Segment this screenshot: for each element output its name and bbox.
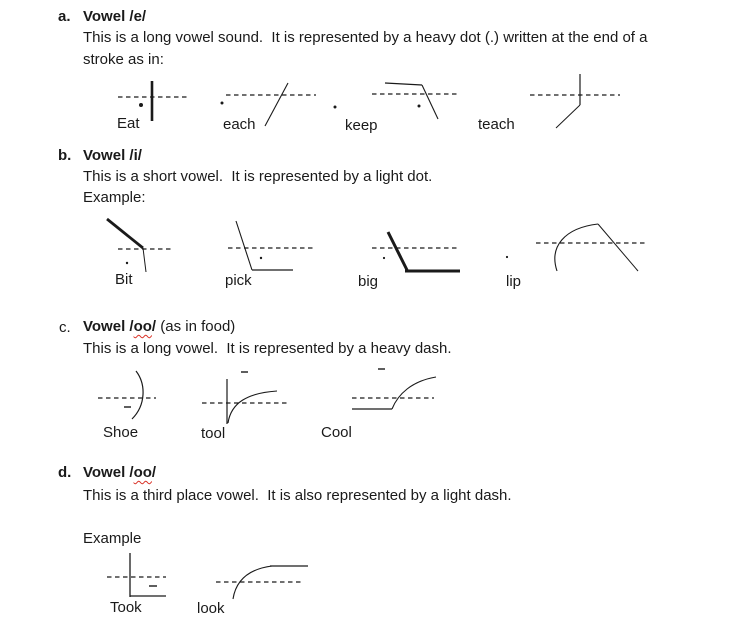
section-c-body-line-1: This is a long vowel. It is represented by a heavy dash. xyxy=(83,340,452,357)
tool-outline-icon xyxy=(202,372,290,424)
section-d-title-wavy: oo xyxy=(133,464,152,481)
section-d-title-pre: Vowel / xyxy=(83,464,134,481)
look-outline-icon xyxy=(216,566,308,599)
section-d-example-label: Example xyxy=(83,530,142,547)
cool-outline-icon xyxy=(352,369,436,409)
example-word-label: Cool xyxy=(321,424,352,441)
shoe-outline-icon xyxy=(98,371,156,419)
section-c-title-suffix: (as in food) xyxy=(156,318,236,335)
example-word-label: tool xyxy=(201,425,226,442)
example-word-label: Took xyxy=(110,599,142,616)
section-a-body-line-2: stroke as in: xyxy=(83,51,164,68)
keep-outline-icon xyxy=(334,83,461,119)
section-c-title xyxy=(83,318,235,335)
example-word-label: pick xyxy=(225,272,252,289)
section-b-body-line-1: This is a short vowel. It is represented by a light dot. xyxy=(83,168,433,185)
example-word-label: Bit xyxy=(115,271,133,288)
example-word-label: each xyxy=(223,116,256,133)
took-outline-icon xyxy=(107,553,166,597)
section-b-letter: b. xyxy=(58,147,72,164)
bit-outline-icon xyxy=(107,219,174,272)
section-b-title-pre: Vowel /i/ xyxy=(83,147,142,164)
pick-outline-icon xyxy=(228,221,315,270)
section-d-title-post: / xyxy=(151,464,157,481)
example-word-label: Eat xyxy=(117,115,140,132)
example-word-label: big xyxy=(358,273,379,290)
section-b-title xyxy=(83,147,142,164)
section-a-letter: a. xyxy=(58,8,71,25)
section-a-body-line-1: This is a long vowel sound. It is represented by a heavy dot (.) written at the end of a xyxy=(83,29,648,46)
big-outline-icon xyxy=(372,232,460,271)
section-b-body-line-2: Example: xyxy=(83,189,146,206)
example-word-label: look xyxy=(197,600,225,617)
teach-outline-icon xyxy=(530,74,620,128)
section-d-body-line-1: This is a third place vowel. It is also represented by a light dash. xyxy=(83,487,512,504)
example-word-label: lip xyxy=(506,273,522,290)
section-c-title-pre: Vowel / xyxy=(83,318,134,335)
example-word-label: teach xyxy=(478,116,515,133)
section-c-title-wavy: oo xyxy=(133,318,152,335)
section-c-letter: c. xyxy=(59,319,71,336)
section-a-title xyxy=(83,8,146,25)
example-word-label: keep xyxy=(345,117,378,134)
section-a-title-pre: Vowel /e/ xyxy=(83,8,147,25)
example-word-label: Shoe xyxy=(103,424,139,441)
section-c-title-post: / xyxy=(151,318,157,335)
section-d-letter: d. xyxy=(58,464,72,481)
lip-outline-icon xyxy=(506,224,648,271)
section-d-title xyxy=(83,464,156,481)
